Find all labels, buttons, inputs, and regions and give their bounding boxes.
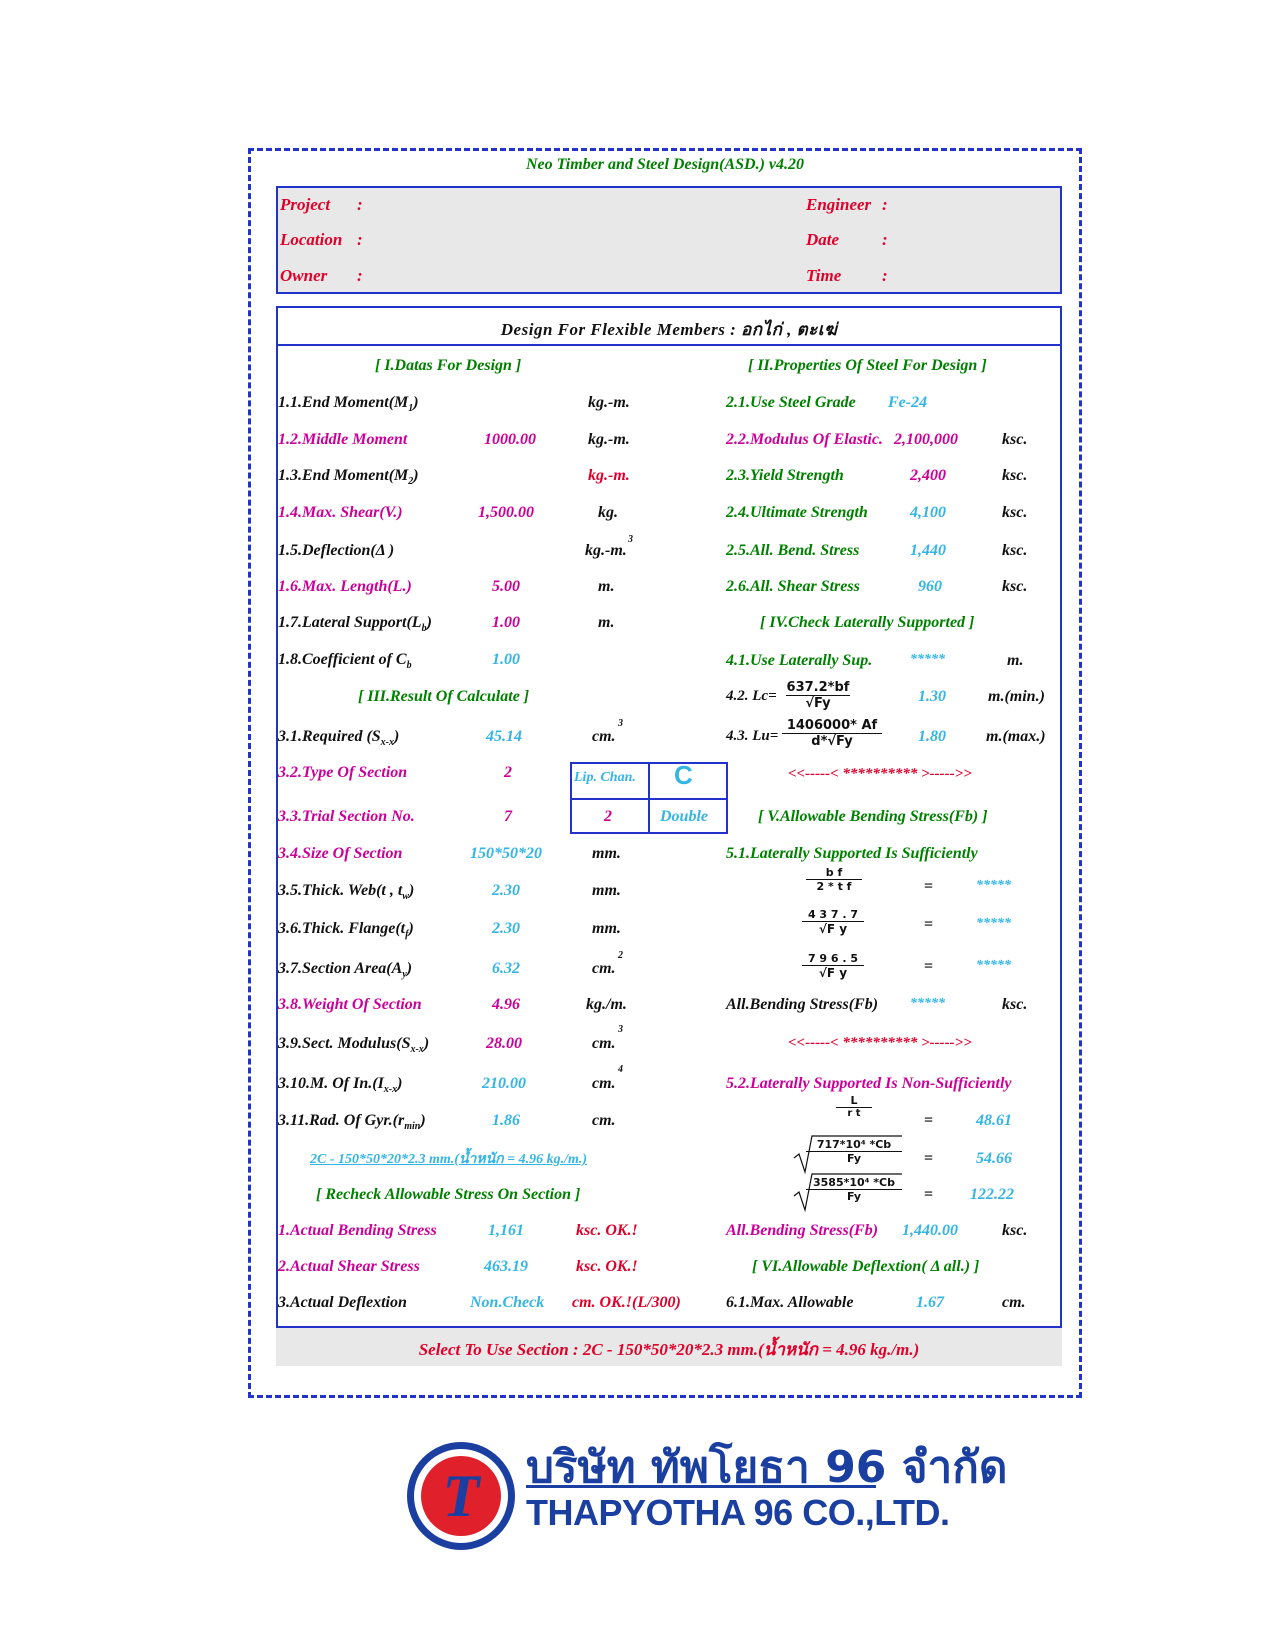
- lu-fraction: [782, 718, 882, 749]
- yield-strength-unit: ksc.: [1002, 467, 1028, 484]
- allow-bend-stress-unit: ksc.: [1002, 542, 1028, 559]
- end-moment-2-unit: kg.-m.: [588, 467, 630, 484]
- allow-bending-stress-2-label: All.Bending Stress(Fb): [726, 1222, 879, 1239]
- bf-denominator: 2 * t f: [806, 879, 862, 893]
- type-section-value: 2: [504, 764, 512, 781]
- max-length-label: 1.6.Max. Length(L.): [278, 578, 412, 595]
- owner-colon: :: [357, 266, 363, 285]
- bf-numerator: b f: [825, 866, 843, 879]
- l-numerator: L: [850, 1094, 858, 1107]
- sufficient-label: 5.1.Laterally Supported Is Sufficiently: [726, 845, 978, 862]
- type-section-label: 3.2.Type Of Section: [278, 764, 408, 781]
- coefficient-cb-label: 1.8.Coefficient of $C_b$: [278, 651, 412, 672]
- moment-inertia-unit-exponent: 4: [618, 1064, 623, 1075]
- flange-thickness-label: 3.6.Thick. $Flange(t_f)$: [278, 920, 414, 941]
- f437-denominator: √F y: [802, 921, 864, 936]
- section-2-title: [ II.Properties Of Steel For Design ]: [748, 357, 987, 374]
- f437-numerator: 4 3 7 . 7: [807, 908, 859, 921]
- date-label: Date: [806, 230, 840, 249]
- size-section-label: 3.4.Size Of Section: [278, 845, 403, 862]
- allow-bending-stress-2-unit: ksc.: [1002, 1222, 1028, 1239]
- sect-modulus-label: 3.9.Sect. $Modulus(S_{x-x})$: [278, 1035, 430, 1056]
- time-colon: :: [882, 266, 888, 285]
- allow-bend-stress-value: 1,440: [910, 542, 946, 559]
- allow-bend-stress-label: 2.5.All. Bend. Stress: [726, 542, 860, 559]
- allow-shear-stress-label: 2.6.All. Shear Stress: [726, 578, 860, 595]
- actual-shear-label: 2.Actual Shear Stress: [278, 1258, 420, 1275]
- section-area-unit: cm.: [592, 960, 616, 977]
- trial-section-value: 7: [504, 808, 512, 825]
- ultimate-strength-unit: ksc.: [1002, 504, 1028, 521]
- section-type-box-hline: [570, 798, 728, 800]
- f437-value: *****: [976, 916, 1011, 931]
- eq-sign-4: =: [924, 1112, 934, 1129]
- middle-moment-label: 1.2.Middle Moment: [278, 431, 408, 448]
- section-weight-label: 3.8.Weight Of Section: [278, 996, 422, 1013]
- eq-sign-3: =: [924, 958, 934, 975]
- time-label: Time: [806, 266, 842, 285]
- section-weight-unit: kg./m.: [586, 996, 627, 1013]
- eq-sign-6: =: [924, 1186, 934, 1203]
- section-5-title: [ V.Allowable Bending Stress(Fb) ]: [758, 808, 988, 825]
- lu-denominator: d*√Fy: [782, 733, 882, 749]
- sqrt-717-fraction: [806, 1138, 902, 1165]
- allow-bending-stress-unit: ksc.: [1002, 996, 1028, 1013]
- max-shear-value: 1,500.00: [478, 504, 534, 521]
- date-colon: :: [882, 230, 888, 249]
- middle-moment-unit: kg.-m.: [588, 431, 630, 448]
- f437-fraction: [802, 908, 864, 936]
- design-title: Design For Flexible Members : อกไก่ , ตะเฆ่: [500, 320, 838, 339]
- non-sufficient-label: 5.2.Laterally Supported Is Non-Sufficiently: [726, 1075, 1012, 1092]
- lc-fraction: [786, 680, 850, 711]
- type-section-symbol: C: [674, 760, 693, 790]
- project-colon: :: [357, 195, 363, 214]
- yield-strength-label: 2.3.Yield Strength: [726, 467, 844, 484]
- allow-shear-stress-value: 960: [918, 578, 942, 595]
- middle-moment-value: 1000.00: [484, 431, 536, 448]
- actual-bending-value: 1,161: [488, 1222, 524, 1239]
- required-unit: cm.: [592, 728, 616, 745]
- lc-formula-label: 4.2. Lc=: [726, 688, 777, 704]
- lu-formula-label: 4.3. Lu=: [726, 728, 779, 744]
- location-colon: :: [357, 230, 363, 249]
- required-unit-exponent: 3: [618, 718, 623, 729]
- flange-thickness-unit: mm.: [592, 920, 621, 937]
- web-thickness-value: 2.30: [492, 882, 520, 899]
- bf-over-2tf-fraction: [806, 866, 862, 893]
- required-label: 3.1.Required $(S_{x-x})$: [278, 728, 400, 749]
- lc-denominator: √Fy: [786, 695, 850, 711]
- web-thickness-label: 3.5.Thick. Web(t , $t_w$): [278, 882, 415, 903]
- end-moment-2-label: 1.3.End $Moment(M_2)$: [278, 467, 419, 488]
- company-logo: [405, 1440, 517, 1552]
- sqrt-717-value: 54.66: [976, 1150, 1012, 1167]
- trial-section-label: 3.3.Trial Section No.: [278, 808, 415, 825]
- use-laterally-unit: m.: [1007, 652, 1024, 669]
- company-name-divider: [526, 1485, 876, 1488]
- end-moment-1-label: 1.1.End $Moment(M_1)$: [278, 394, 419, 415]
- lateral-support-value: 1.00: [492, 614, 520, 631]
- rt-denominator: r t: [836, 1107, 872, 1119]
- actual-deflection-status: cm. OK.!(L/300): [572, 1294, 681, 1311]
- modulus-elastic-value: 2,100,000: [894, 431, 958, 448]
- lc-numerator: 637.2*bf: [786, 680, 850, 695]
- use-laterally-value: *****: [910, 652, 945, 667]
- sect-modulus-unit: cm.: [592, 1035, 616, 1052]
- section-name-link: 2C - 150*50*20*2.3 mm.(น้ำหนัก = 4.96 kg./m.): [310, 1152, 588, 1167]
- l-over-rt-fraction: [836, 1094, 872, 1119]
- section-3-title: [ III.Result Of Calculate ]: [358, 688, 530, 705]
- eq-sign-1: =: [924, 878, 934, 895]
- steel-grade-value: Fe-24: [888, 394, 928, 411]
- modulus-elastic-label: 2.2.Modulus Of Elastic.: [726, 431, 883, 448]
- moment-inertia-unit: cm.: [592, 1075, 616, 1092]
- section-weight-value: 4.96: [492, 996, 520, 1013]
- trial-section-kind: Double: [660, 808, 708, 825]
- f796-value: *****: [976, 958, 1011, 973]
- type-section-name: Lip. Chan.: [574, 770, 636, 785]
- actual-deflection-value: Non.Check: [470, 1294, 545, 1311]
- actual-shear-status: ksc. OK.!: [576, 1258, 638, 1275]
- radius-gyration-value: 1.86: [492, 1112, 520, 1129]
- section-5-stars: <<-----< ********** >----->>: [788, 1035, 972, 1051]
- f796-denominator: √F y: [802, 965, 864, 980]
- size-section-value: 150*50*20: [470, 845, 542, 862]
- size-section-unit: mm.: [592, 845, 621, 862]
- web-thickness-unit: mm.: [592, 882, 621, 899]
- deflection-unit: kg.-m.: [585, 542, 627, 559]
- sect-modulus-unit-exponent: 3: [618, 1024, 623, 1035]
- l-over-rt-value: 48.61: [976, 1112, 1012, 1129]
- ultimate-strength-label: 2.4.Ultimate Strength: [726, 504, 868, 521]
- required-value: 45.14: [486, 728, 522, 745]
- allow-bending-stress-label: All.Bending Stress(Fb): [726, 996, 879, 1013]
- max-shear-unit: kg.: [598, 504, 618, 521]
- calculation-sheet: [276, 306, 1062, 1366]
- logo-letter: T: [442, 1463, 480, 1529]
- ultimate-strength-value: 4,100: [910, 504, 946, 521]
- max-shear-label: 1.4.Max. Shear(V.): [278, 504, 403, 521]
- actual-shear-value: 463.19: [484, 1258, 528, 1275]
- lu-value: 1.80: [918, 728, 946, 745]
- lateral-support-unit: m.: [598, 614, 615, 631]
- max-allowable-value: 1.67: [916, 1294, 944, 1311]
- lateral-support-label: 1.7.Lateral $Support(L_b)$: [278, 614, 432, 635]
- moment-inertia-label: 3.10.M. Of $In.(I_{x-x})$: [278, 1075, 403, 1096]
- moment-inertia-value: 210.00: [482, 1075, 526, 1092]
- section-6-title: [ VI.Allowable Deflextion( Δ all.) ]: [752, 1258, 980, 1275]
- allow-bending-stress-value: *****: [910, 996, 945, 1011]
- actual-bending-label: 1.Actual Bending Stress: [278, 1222, 437, 1239]
- sect-modulus-value: 28.00: [486, 1035, 522, 1052]
- allow-shear-stress-unit: ksc.: [1002, 578, 1028, 595]
- allow-bending-stress-2-value: 1,440.00: [902, 1222, 958, 1239]
- lu-unit: m.(max.): [986, 728, 1046, 745]
- actual-deflection-label: 3.Actual Deflextion: [278, 1294, 407, 1311]
- project-label: Project: [280, 195, 331, 214]
- title-divider: [276, 344, 1062, 346]
- section-area-value: 6.32: [492, 960, 520, 977]
- trial-section-count: 2: [604, 808, 612, 825]
- yield-strength-value: 2,400: [910, 467, 946, 484]
- f796-numerator: 7 9 6 . 5: [807, 952, 859, 965]
- use-laterally-label: 4.1.Use Laterally Sup.: [726, 652, 873, 669]
- section-4-stars: <<-----< ********** >----->>: [788, 766, 972, 782]
- sqrt-717-numerator: 717*10⁴ *Cb: [816, 1138, 892, 1151]
- eq-sign-2: =: [924, 916, 934, 933]
- modulus-elastic-unit: ksc.: [1002, 431, 1028, 448]
- section-1-title: [ I.Datas For Design ]: [375, 357, 522, 374]
- actual-bending-status: ksc. OK.!: [576, 1222, 638, 1239]
- lc-unit: m.(min.): [988, 688, 1045, 705]
- deflection-unit-exponent: 3: [628, 534, 633, 545]
- sqrt-3585-numerator: 3585*10⁴ *Cb: [812, 1176, 896, 1189]
- section-area-label: 3.7.Section $Area(A_y)$: [278, 960, 413, 981]
- lu-numerator: 1406000* Af: [786, 718, 878, 733]
- selected-section-text: Select To Use Section : 2C - 150*50*20*2.3 mm.(น้ำหนัก = 4.96 kg./m.): [418, 1340, 920, 1359]
- f796-fraction: [802, 952, 864, 980]
- sqrt-3585-fraction: [806, 1176, 902, 1203]
- sqrt-3585-denominator: Fy: [806, 1189, 902, 1203]
- owner-label: Owner: [280, 266, 328, 285]
- project-header: [276, 186, 1062, 294]
- radius-gyration-unit: cm.: [592, 1112, 616, 1129]
- eq-sign-5: =: [924, 1150, 934, 1167]
- engineer-colon: :: [882, 195, 888, 214]
- sqrt-717-denominator: Fy: [806, 1151, 902, 1165]
- recheck-title: [ Recheck Allowable Stress On Section ]: [316, 1186, 581, 1203]
- radius-gyration-label: 3.11.Rad. Of $Gyr.(r_{min})$: [278, 1112, 426, 1133]
- section-4-title: [ IV.Check Laterally Supported ]: [760, 614, 975, 631]
- max-allowable-label: 6.1.Max. Allowable: [726, 1294, 854, 1311]
- company-name-english: THAPYOTHA 96 CO.,LTD.: [526, 1492, 950, 1533]
- max-allowable-unit: cm.: [1002, 1294, 1026, 1311]
- coefficient-cb-value: 1.00: [492, 651, 520, 668]
- max-length-unit: m.: [598, 578, 615, 595]
- deflection-label: 1.5.Deflection(Δ ): [278, 542, 395, 559]
- max-length-value: 5.00: [492, 578, 520, 595]
- location-label: Location: [280, 230, 343, 249]
- end-moment-1-unit: kg.-m.: [588, 394, 630, 411]
- bf-ratio-value: *****: [976, 878, 1011, 893]
- flange-thickness-value: 2.30: [492, 920, 520, 937]
- steel-grade-label: 2.1.Use Steel Grade: [726, 394, 856, 411]
- sqrt-3585-value: 122.22: [970, 1186, 1014, 1203]
- engineer-label: Engineer: [806, 195, 872, 214]
- lc-value: 1.30: [918, 688, 946, 705]
- app-title: Neo Timber and Steel Design(ASD.) v4.20: [525, 156, 805, 173]
- company-name-thai: บริษัท ทัพโยธา 96 จำกัด: [526, 1442, 1008, 1493]
- section-area-unit-exponent: 2: [618, 950, 623, 961]
